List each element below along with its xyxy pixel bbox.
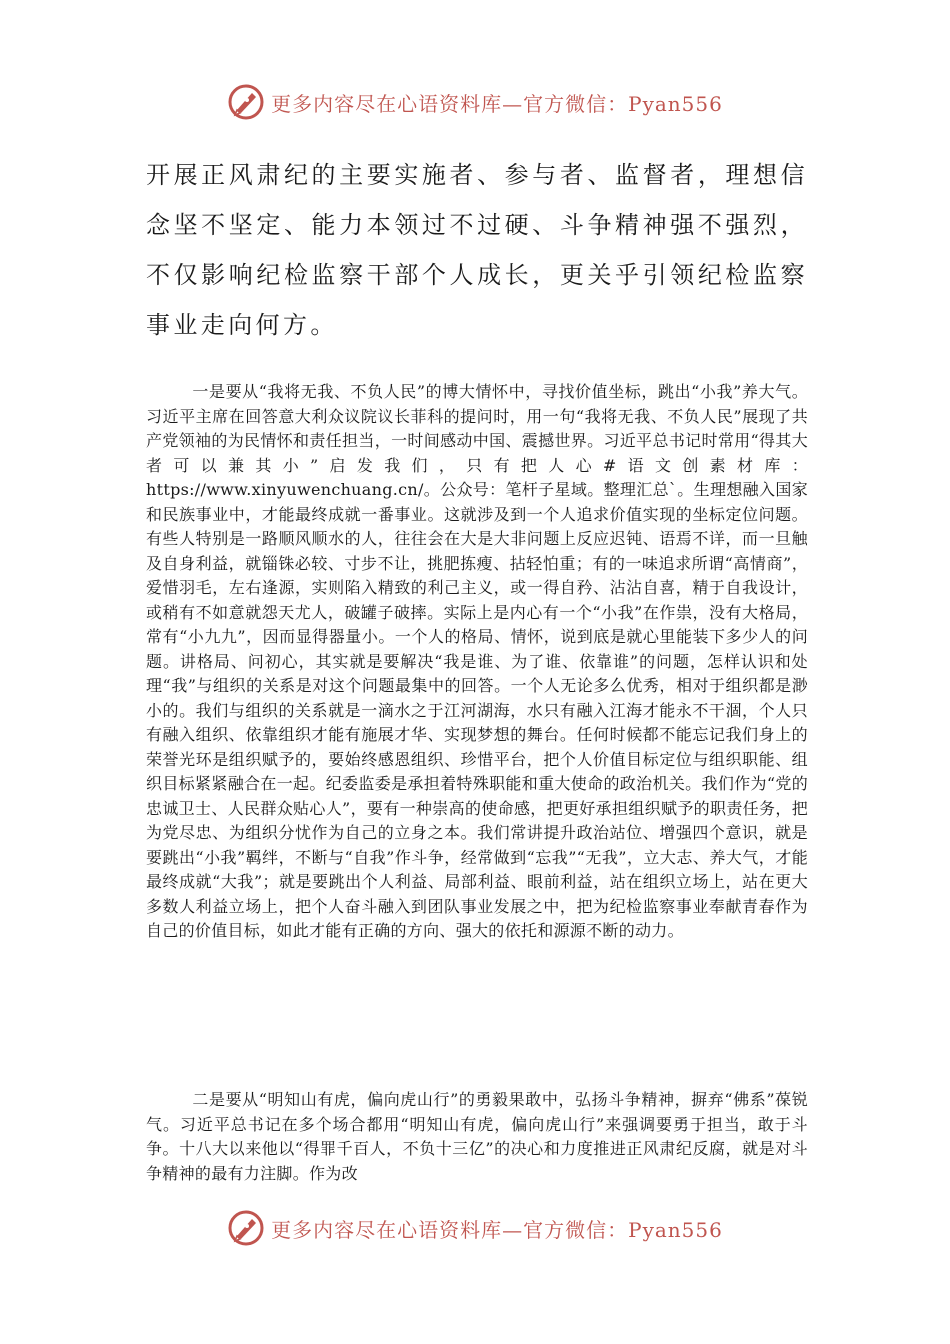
- body-paragraph-2: 二是要从“明知山有虎，偏向虎山行”的勇毅果敢中，弘扬斗争精神，摒弃“佛系”葆锐气。习近平总书记在多个场合都用“明知山有虎，偏向虎山行”来强调要勇于担当，敢于斗争。十八大以来他以“得罪千百人，不负十三亿”的决心和力度推进正风肃纪反腐，就是对斗争精神的最有力注脚。作为改: [146, 1090, 808, 1183]
- intro-paragraph: 开展正风肃纪的主要实施者、参与者、监督者，理想信念坚不坚定、能力本领过不过硬、斗争精神强不强烈，不仅影响纪检监察干部个人成长，更关乎引领纪检监察事业走向何方。: [146, 161, 808, 339]
- pen-logo-icon: [227, 83, 265, 121]
- footer-banner: [0, 1208, 950, 1248]
- footer-banner-text: 更多内容尽在心语资料库—官方微信：Pyan556: [271, 1217, 723, 1242]
- body-paragraph-1: 一是要从“我将无我、不负人民”的博大情怀中，寻找价值坐标，跳出“小我”养大气。习近平主席在回答意大利众议院议长菲科的提问时，用一句“我将无我、不负人民”展现了共产党领袖的为民情怀和责任担当，一时间感动中国、震撼世界。习近平总书记时常用“得其大者可以兼其小”启发我们，只有把人心#语文创素材库：https://www.xinyuwenchuang.cn/。公众号：笔杆子星域。整理汇总`。生理想融入国家和民族事业中，才能最终成就一番事业。这就涉及到一个人追求价值实现的坐标定位问题。有些人特别是一路顺风顺水的人，往往会在大是大非问题上反应迟钝、语焉不详，而一旦触及自身利益，就锱铢必较、寸步不让，挑肥拣瘦、拈轻怕重；有的一味追求所谓“高情商”，爱惜羽毛，左右逢源，实则陷入精致的利己主义，或一得自矜、沾沾自喜，精于自我设计，或稍有不如意就怨天尤人，破罐子破摔。实际上是内心有一个“小我”在作祟，没有大格局，常有“小九九”，因而显得器量小。一个人的格局、情怀，说到底是就心里能装下多少人的问题。讲格局、问初心，其实就是要解决“我是谁、为了谁、依靠谁”的问题，怎样认识和处理“我”与组织的关系是对这个问题最集中的回答。一个人无论多么优秀，相对于组织都是渺小的。我们与组织的关系就是一滴水之于江河湖海，水只有融入江海才能永不干涸，个人只有融入组织、依靠组织才能有施展才华、实现梦想的舞台。任何时候都不能忘记我们身上的荣誉光环是组织赋予的，要始终感恩组织、珍惜平台，把个人价值目标定位与组织职能、组织目标紧紧融合在一起。纪委监委是承担着特殊职能和重大使命的政治机关。我们作为“党的忠诚卫士、人民群众贴心人”，要有一种崇高的使命感，把更好承担组织赋予的职责任务，把为党尽忠、为组织分忧作为自己的立身之本。我们常讲提升政治站位、增强四个意识，就是要跳出“小我”羁绊，不断与“自我”作斗争，经常做到“忘我”“无我”，立大志、养大气，才能最终成就“大我”；就是要跳出个人利益、局部利益、眼前利益，站在组织立场上，站在更大多数人利益立场上，把个人奋斗融入到团队事业发展之中，把为纪检监察事业奉献青春作为自己的价值目标，如此才能有正确的方向、强大的依托和源源不断的动力。: [146, 382, 808, 940]
- header-banner-text: 更多内容尽在心语资料库—官方微信：Pyan556: [271, 91, 723, 116]
- pen-logo-icon: [227, 1209, 265, 1247]
- header-banner: [0, 82, 950, 122]
